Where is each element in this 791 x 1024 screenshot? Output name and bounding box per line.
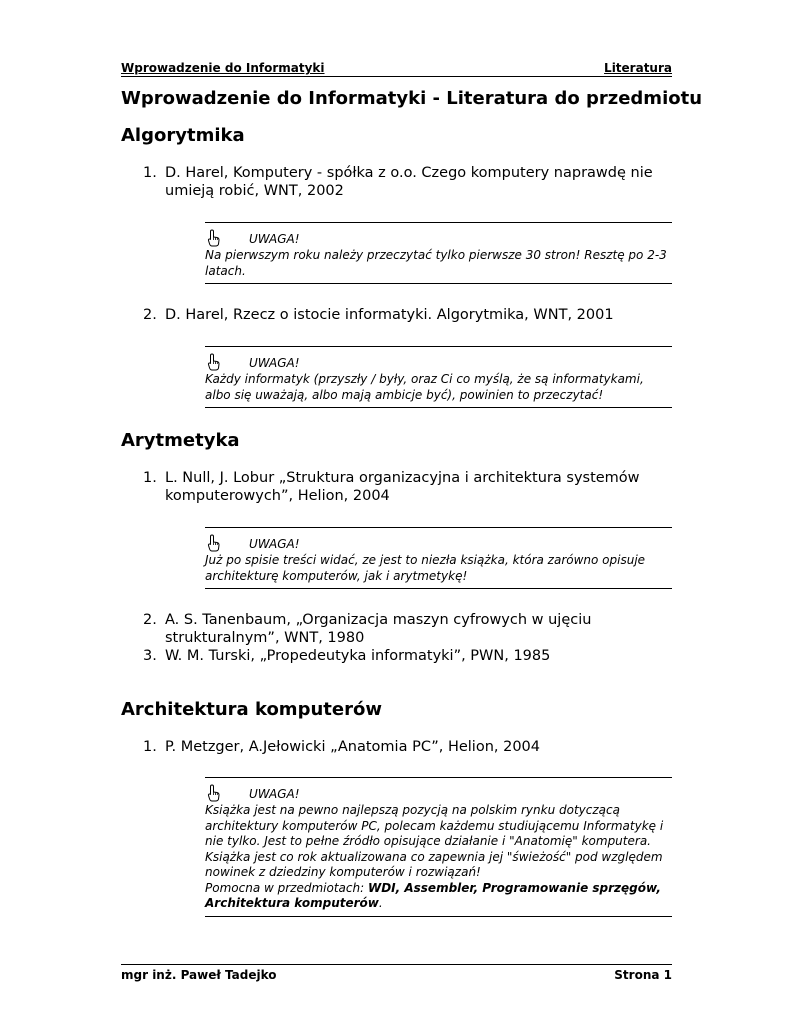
reference-text: A. S. Tanenbaum, „Organizacja maszyn cyfrowych w ujęciu strukturalnym”, WNT, 1980 bbox=[165, 612, 592, 646]
reference-text: P. Metzger, A.Jełowicki „Anatomia PC”, Helion, 2004 bbox=[165, 739, 541, 755]
section-heading-algorytmika: Algorytmika bbox=[121, 125, 245, 146]
section-heading-architektura: Architektura komputerów bbox=[121, 699, 382, 720]
reference-item bbox=[143, 647, 673, 665]
note-text: Już po spisie treści widać, ze jest to niezła książka, która zarówno opisuje architekturę komputerów, jak i arytmetykę! bbox=[205, 553, 646, 583]
pointing-hand-icon bbox=[207, 229, 221, 247]
pointing-hand-icon bbox=[207, 784, 221, 802]
note-helpful-subjects: WDI, Assembler, Programowanie sprzęgów, Architektura komputerów bbox=[205, 880, 661, 910]
note-text bbox=[205, 803, 672, 912]
reference-text: L. Null, J. Lobur „Struktura organizacyjna i architektura systemów komputerowych”, Helion, 2004 bbox=[165, 470, 640, 504]
note-text: Każdy informatyk (przyszły / były, oraz Ci co myślą, że są informatykami, albo się uważają, albo mają ambicje być), powinien to przeczytać! bbox=[205, 372, 644, 402]
note-box bbox=[205, 346, 672, 408]
page-header bbox=[121, 61, 672, 77]
note-label: UWAGA! bbox=[249, 536, 300, 551]
page-footer bbox=[121, 964, 672, 982]
note-box bbox=[205, 527, 672, 589]
note-helpful-suffix: . bbox=[378, 896, 383, 910]
note-label: UWAGA! bbox=[249, 355, 300, 370]
reference-number: 3. bbox=[143, 648, 157, 664]
reference-number: 2. bbox=[143, 612, 157, 628]
note-text: Na pierwszym roku należy przeczytać tylko pierwsze 30 stron! Resztę po 2-3 latach. bbox=[205, 248, 667, 278]
document-title: Wprowadzenie do Informatyki - Literatura do przedmiotu bbox=[121, 88, 703, 109]
section-heading-arytmetyka: Arytmetyka bbox=[121, 430, 240, 451]
note-label: UWAGA! bbox=[249, 231, 300, 246]
note-helpful-prefix: Pomocna w przedmiotach: bbox=[205, 880, 368, 895]
reference-item bbox=[143, 306, 673, 324]
reference-item bbox=[143, 738, 673, 756]
pointing-hand-icon bbox=[207, 534, 221, 552]
pointing-hand-icon bbox=[207, 353, 221, 371]
reference-item bbox=[143, 611, 673, 647]
header-right: Literatura bbox=[604, 61, 672, 75]
header-left: Wprowadzenie do Informatyki bbox=[121, 61, 325, 75]
reference-item bbox=[143, 164, 673, 200]
reference-text: D. Harel, Komputery - spółka z o.o. Czego komputery naprawdę nie umieją robić, WNT, 2002 bbox=[165, 165, 653, 199]
note-box bbox=[205, 222, 672, 284]
reference-number: 2. bbox=[143, 307, 157, 323]
footer-page-number: Strona 1 bbox=[614, 968, 672, 982]
document-page bbox=[121, 0, 703, 1024]
footer-author: mgr inż. Paweł Tadejko bbox=[121, 968, 277, 982]
note-label: UWAGA! bbox=[249, 786, 300, 801]
reference-text: D. Harel, Rzecz o istocie informatyki. Algorytmika, WNT, 2001 bbox=[165, 307, 614, 323]
reference-text: W. M. Turski, „Propedeutyka informatyki”, PWN, 1985 bbox=[165, 648, 551, 664]
reference-item bbox=[143, 469, 673, 505]
note-box bbox=[205, 777, 672, 917]
reference-number: 1. bbox=[143, 739, 157, 755]
reference-number: 1. bbox=[143, 470, 157, 486]
note-main-text: Książka jest na pewno najlepszą pozycją na polskim rynku dotyczącą architektury komputerów PC, polecam każdemu studiującemu Informatykę i nie tylko. Jest to pełne źródło opisujące działanie i "Anatomię" komputera. Książka jest co rok aktualizowana co zapewnia jej "świeżość" pod względem nowinek z dziedziny komputerów i rozwiązań! bbox=[205, 803, 664, 879]
reference-number: 1. bbox=[143, 165, 157, 181]
